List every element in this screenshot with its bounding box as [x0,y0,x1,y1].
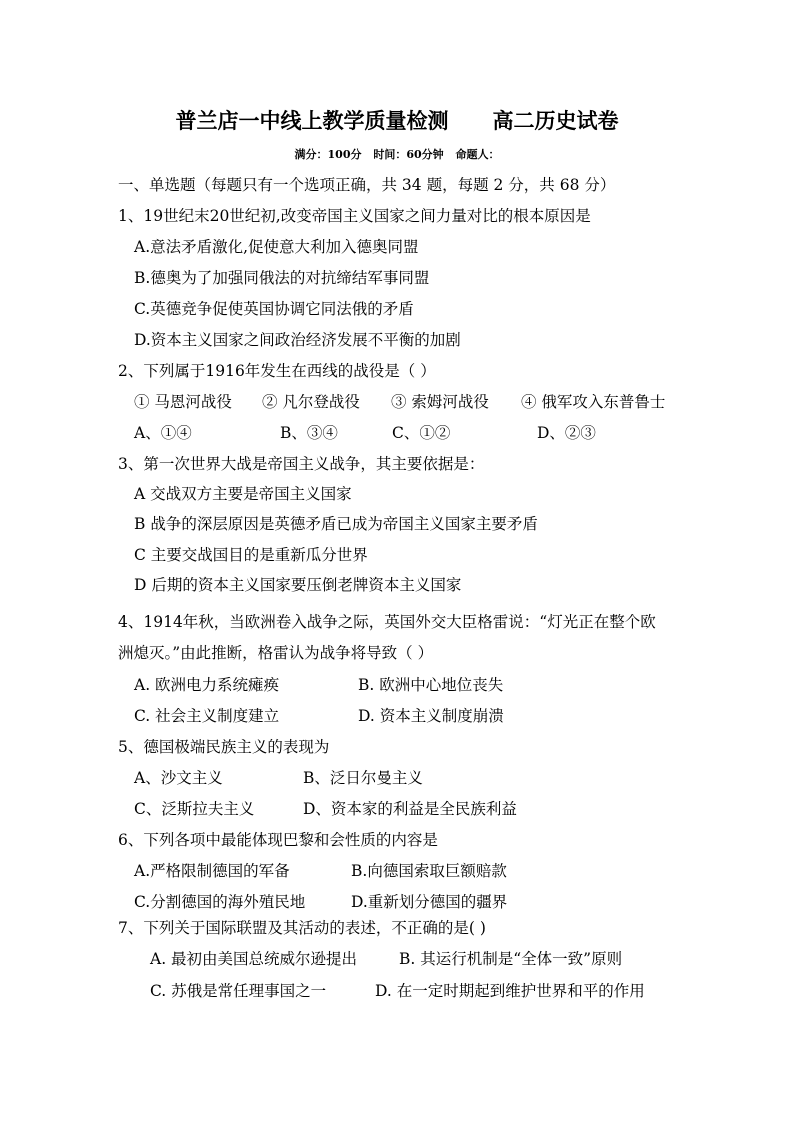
question-2-option-a: A、①④ [134,424,192,442]
school-exam-name: 普兰店一中线上教学质量检测 [175,108,449,133]
question-7-stem: 7、下列关于国际联盟及其活动的表述，不正确的是( ) [118,919,486,937]
exam-title [0,105,794,135]
question-1-option-b: B.德奥为了加强同俄法的对抗缔结军事同盟 [134,269,430,287]
question-7-option-d: D. 在一定时期起到维护世界和平的作用 [375,982,645,1000]
question-3-stem: 3、第一次世界大战是帝国主义战争，其主要依据是： [118,455,485,473]
question-2-item-1: ① 马恩河战役 [134,393,232,411]
question-7-option-b: B. 其运行机制是“全体一致”原则 [399,950,623,968]
question-2-stem: 2、下列属于1916年发生在西线的战役是（ ） [118,362,436,380]
question-2-item-3: ③ 索姆河战役 [391,393,489,411]
question-4-option-c: C. 社会主义制度建立 [134,707,280,725]
question-6-option-b: B.向德国索取巨额赔款 [351,862,507,880]
question-3-option-b: B 战争的深层原因是英德矛盾已成为帝国主义国家主要矛盾 [134,515,538,533]
question-2-item-4: ④ 俄军攻入东普鲁士 [521,393,666,411]
question-3-option-a: A 交战双方主要是帝国主义国家 [134,485,352,503]
question-2-option-d: D、②③ [537,424,596,442]
question-1-stem: 1、19世纪末20世纪初,改变帝国主义国家之间力量对比的根本原因是 [118,207,591,225]
question-3-option-d: D 后期的资本主义国家要压倒老牌资本主义国家 [134,576,462,594]
question-1-option-a: A.意法矛盾激化,促使意大利加入德奥同盟 [134,238,419,256]
question-7-option-a: A. 最初由美国总统威尔逊提出 [150,950,358,968]
question-5-option-b: B、泛日尔曼主义 [303,769,423,787]
exam-info [0,146,794,162]
question-2-option-b: B、③④ [280,424,338,442]
question-4-option-b: B. 欧洲中心地位丧失 [358,676,504,694]
question-4-stem-line1: 4、1914年秋，当欧洲卷入战争之际，英国外交大臣格雷说：“灯光正在整个欧 [118,613,656,631]
exam-author: 命题人： [455,148,500,161]
question-5-option-d: D、资本家的利益是全民族利益 [303,800,517,818]
question-1-option-c: C.英德竞争促使英国协调它同法俄的矛盾 [134,300,414,318]
question-2-item-2: ② 凡尔登战役 [262,393,360,411]
question-4-stem-line2: 洲熄灭。”由此推断，格雷认为战争将导致（ ） [118,644,434,662]
exam-time: 时间：60分钟 [373,148,444,161]
section-heading: 一、单选题（每题只有一个选项正确，共 34 题，每题 2 分，共 68 分） [118,176,616,194]
question-6-option-c: C.分割德国的海外殖民地 [134,893,306,911]
question-6-option-d: D.重新划分德国的疆界 [351,893,508,911]
full-score: 满分：100分 [294,148,362,161]
question-7-option-c: C. 苏俄是常任理事国之一 [150,982,327,1000]
question-4-option-d: D. 资本主义制度崩溃 [358,707,504,725]
paper-name: 高二历史试卷 [492,108,619,133]
question-5-stem: 5、德国极端民族主义的表现为 [118,738,330,756]
question-6-option-a: A.严格限制德国的军备 [134,862,290,880]
question-5-option-c: C、泛斯拉夫主义 [134,800,255,818]
question-3-option-c: C 主要交战国目的是重新瓜分世界 [134,546,368,564]
question-6-stem: 6、下列各项中最能体现巴黎和会性质的内容是 [118,831,438,849]
question-4-option-a: A. 欧洲电力系统瘫痪 [134,676,280,694]
question-1-option-d: D.资本主义国家之间政治经济发展不平衡的加剧 [134,331,461,349]
question-5-option-a: A、沙文主义 [134,769,223,787]
question-2-option-c: C、①② [392,424,451,442]
